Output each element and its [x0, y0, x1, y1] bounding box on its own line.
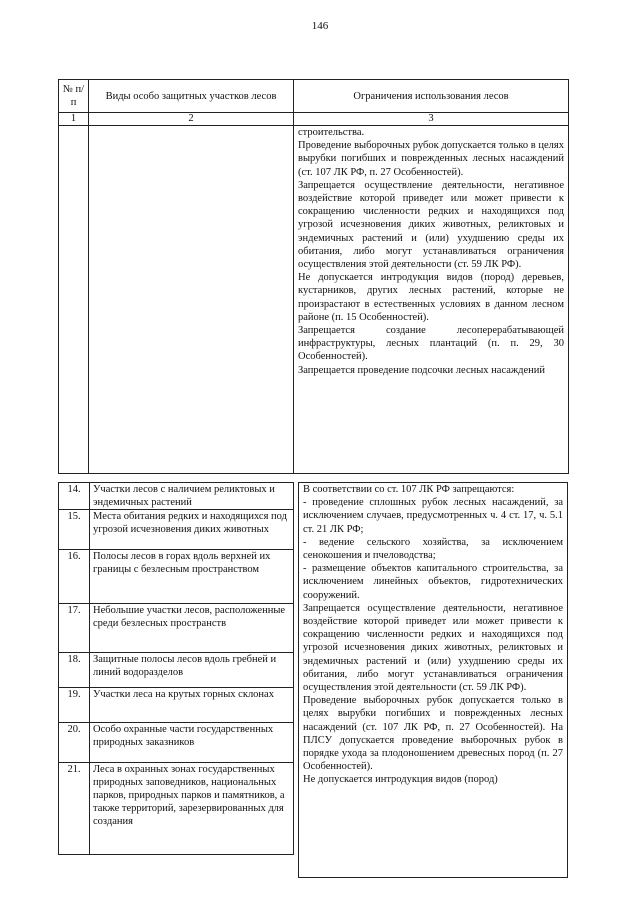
table-top	[58, 79, 569, 474]
item-number: 17.	[67, 605, 81, 616]
item-row	[58, 762, 294, 855]
continuation-paragraph: Запрещается осуществление деятельности, негативное воздействие которой приведет или может привести к сокращению численности редких и находящихся под угрозой исчезновения диких животных, реликтовых и эндемичных растений и (или) ухудшению среды их обитания, либо могут устанавливаться ограничения осуществления этой деятельности (ст. 59 ЛК РФ).	[298, 179, 564, 271]
forest-restrictions-table	[58, 79, 568, 878]
continuation-paragraph: Проведение выборочных рубок допускается только в целях вырубки погибших и поврежденных лесных насаждений (ст. 107 ЛК РФ, п. 27 Особенностей).	[298, 140, 564, 178]
item-number: 21.	[67, 764, 81, 775]
restriction-paragraph: Запрещается осуществление деятельности, негативное воздействие которой приведет или может привести к сокращению численности редких и находящихся под угрозой исчезновения диких животных, реликтовых и эндемичных растений и (или) ухудшению среды их обитания, либо могут устанавливаться ограничения осуществления этой деятельности (ст. 59 ЛК РФ).	[303, 602, 563, 694]
item-row	[58, 482, 294, 509]
continuation-paragraph: Запрещается проведение подсочки лесных насаждений	[298, 364, 546, 376]
item-number: 19.	[67, 689, 81, 700]
continuation-row	[59, 126, 569, 474]
restriction-paragraph: - ведение сельского хозяйства, за исключением сенокошения и пчеловодства;	[303, 536, 563, 562]
item-label: Полосы лесов в горах вдоль верхней их границы с безлесным пространством	[89, 550, 293, 603]
table-header-row	[59, 80, 569, 113]
continuation-paragraph: строительства.	[298, 127, 365, 138]
continuation-restrictions-cell	[294, 126, 569, 474]
column-number-1: 1	[59, 113, 89, 126]
item-row	[58, 549, 294, 603]
header-forest-type: Виды особо защитных участков лесов	[89, 80, 294, 113]
restriction-paragraph: Проведение выборочных рубок допускается только в целях вырубки погибших и поврежденных лесных насаждений (ст. 107 ЛК РФ, п. 27 Особенностей). На ПЛСУ допускается проведение выборочных рубок в порядке ухода за плодоношением древесных пород (п. 27 Особенностей).	[303, 695, 563, 773]
item-label: Небольшие участки лесов, расположенные среди безлесных пространств	[89, 604, 293, 652]
item-label: Леса в охранных зонах государственных природных заповедников, национальных парков, природных парков и памятников, а также территорий, зарезервированных для создания	[89, 763, 293, 854]
item-number: 18.	[67, 654, 81, 665]
continuation-type-cell	[89, 126, 294, 474]
items-column	[58, 482, 294, 878]
item-row	[58, 722, 294, 762]
page-number: 146	[311, 20, 329, 32]
restrictions-cell	[298, 482, 568, 878]
item-row	[58, 603, 294, 652]
item-row	[58, 687, 294, 722]
restriction-paragraph: В соответствии со ст. 107 ЛК РФ запрещаются:	[303, 484, 515, 495]
item-number: 16.	[67, 551, 81, 562]
item-label: Защитные полосы лесов вдоль гребней и линий водоразделов	[89, 653, 293, 687]
column-number-2: 2	[89, 113, 294, 126]
continuation-paragraph: Не допускается интродукция видов (пород) деревьев, кустарников, других лесных растений, которые не произрастают в естественных условиях в данном лесном районе (п. 15 Особенностей).	[298, 272, 564, 323]
table-bottom	[58, 482, 568, 878]
column-number-row	[59, 113, 569, 126]
column-number-3: 3	[294, 113, 569, 126]
restriction-paragraph: - размещение объектов капитального строительства, за исключением линейных объектов, гидротехнических сооружений.	[303, 563, 563, 601]
item-number: 20.	[67, 724, 81, 735]
restriction-paragraph: - проведение сплошных рубок лесных насаждений, за исключением случаев, предусмотренных ч. 4 ст. 17, ч. 5.1 ст. 21 ЛК РФ;	[303, 497, 563, 535]
item-row	[58, 652, 294, 687]
restriction-paragraph: Не допускается интродукция видов (пород)	[303, 774, 498, 786]
continuation-num-cell	[59, 126, 89, 474]
continuation-paragraph: Запрещается создание лесоперерабатывающей инфраструктуры, лесных плантаций (п. п. 29, 30 Особенностей).	[298, 325, 564, 363]
header-number: № п/п	[59, 80, 89, 113]
header-restrictions: Ограничения использования лесов	[294, 80, 569, 113]
item-label: Особо охранные части государственных природных заказников	[89, 723, 293, 762]
item-label: Места обитания редких и находящихся под угрозой исчезновения диких животных	[89, 510, 293, 549]
item-label: Участки леса на крутых горных склонах	[89, 688, 293, 722]
item-row	[58, 509, 294, 549]
item-number: 15.	[67, 511, 81, 522]
item-label: Участки лесов с наличием реликтовых и эндемичных растений	[89, 483, 293, 509]
item-number: 14.	[67, 484, 81, 495]
